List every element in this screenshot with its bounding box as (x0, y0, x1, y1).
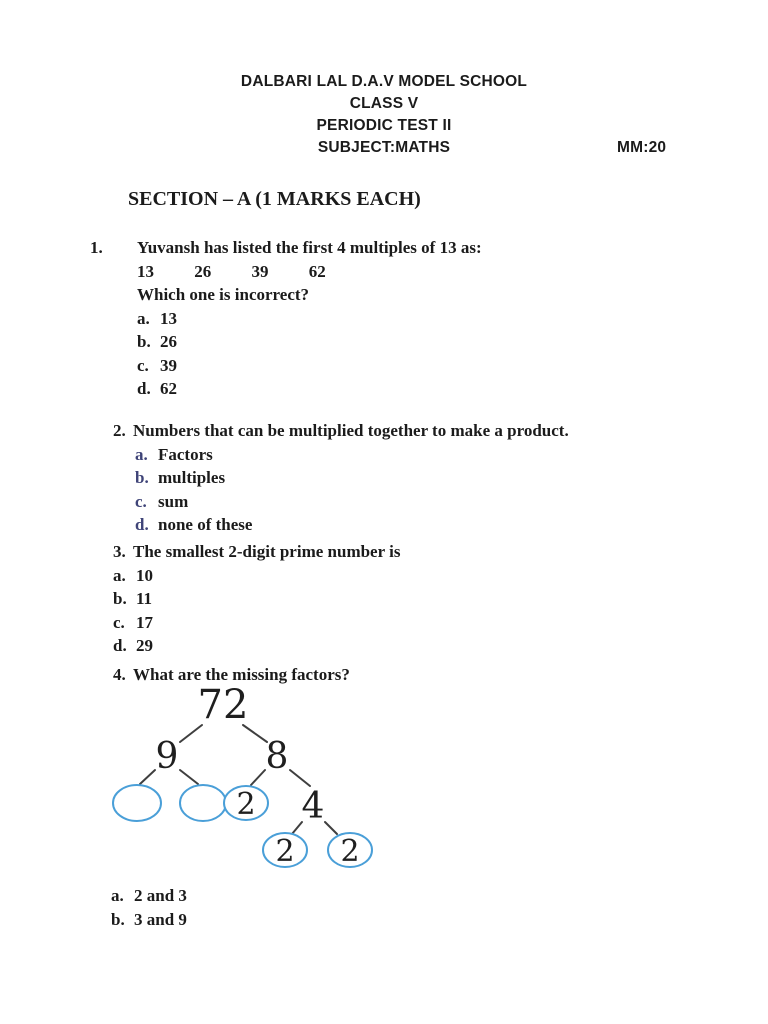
option-text: 39 (160, 355, 177, 375)
option-label: a. (137, 308, 150, 328)
subject-line: SUBJECT:MATHS (317, 139, 451, 156)
question-1-text: Yuvansh has listed the first 4 multiples of 13 as: (137, 238, 482, 257)
question-2-text: Numbers that can be multiplied together to make a product. (133, 421, 569, 440)
option-text: 10 (136, 565, 153, 585)
option-text: none of these (158, 515, 253, 534)
tree-node-four: 4 (301, 786, 325, 827)
question-1-option-c (137, 354, 482, 378)
option-label: b. (113, 589, 127, 608)
option-label: d. (135, 515, 149, 534)
option-label: b. (137, 332, 151, 351)
question-2-text-row (113, 419, 569, 443)
question-3-option-a (113, 564, 400, 588)
factor-tree-diagram (100, 686, 390, 881)
option-text: sum (158, 491, 189, 511)
school-name: DALBARI LAL D.A.V MODEL SCHOOL (240, 73, 528, 90)
option-text: 17 (136, 612, 153, 632)
tree-branch-line (290, 770, 310, 786)
option-text: 11 (136, 589, 153, 608)
question-3-number: 3. (113, 542, 126, 561)
subject-row (0, 137, 768, 159)
tree-blank-circle (113, 785, 161, 821)
question-2-option-a (135, 443, 569, 467)
option-text: 62 (160, 379, 177, 398)
option-text: 13 (160, 308, 177, 328)
option-label: a. (111, 886, 124, 905)
question-1-number: 1. (90, 238, 103, 257)
tree-branch-line (251, 770, 265, 785)
max-marks: MM:20 (617, 139, 667, 156)
question-1-option-a (137, 307, 482, 331)
question-3-option-d (113, 634, 400, 658)
question-2-number: 2. (113, 421, 126, 440)
tree-branch-line (325, 822, 337, 834)
question-4-options (111, 884, 187, 931)
option-label: c. (135, 491, 147, 511)
question-4-text-row (113, 663, 350, 687)
question-4-option-a (111, 884, 187, 908)
option-label: d. (137, 379, 151, 398)
section-heading: SECTION – A (1 MARKS EACH) (128, 188, 421, 210)
question-1-option-d (137, 377, 482, 401)
tree-node-circled-two: 2 (275, 834, 295, 869)
sequence-value: 26 (194, 261, 212, 281)
question-1-followup: Which one is incorrect? (137, 285, 310, 304)
question-3 (113, 540, 400, 658)
sequence-value: 62 (308, 261, 326, 281)
question-2 (113, 419, 569, 537)
question-1-sequence (137, 260, 482, 284)
question-4-number: 4. (113, 665, 126, 684)
option-label: a. (135, 444, 148, 464)
question-1-text-row (90, 236, 482, 260)
question-3-text-row (113, 540, 400, 564)
option-text: 2 and 3 (134, 886, 187, 905)
tree-branch-line (180, 770, 198, 784)
tree-blank-circle (180, 785, 226, 821)
tree-node-root: 72 (197, 686, 249, 728)
option-text: 26 (160, 332, 177, 351)
sequence-value: 13 (137, 261, 154, 281)
question-1-option-b (137, 330, 482, 354)
tree-node-circled-two: 2 (236, 787, 256, 822)
option-text: 29 (136, 636, 153, 655)
question-3-option-b (113, 587, 400, 611)
question-4-option-b (111, 908, 187, 932)
question-4 (113, 663, 350, 687)
paper-header (0, 71, 768, 159)
option-label: b. (135, 468, 149, 487)
sequence-value: 39 (251, 261, 269, 281)
question-1 (90, 236, 482, 401)
option-text: 3 and 9 (134, 909, 187, 929)
option-label: c. (113, 612, 125, 632)
class-line: CLASS V (349, 95, 419, 112)
tree-node-circled-two: 2 (340, 834, 360, 869)
question-3-text: The smallest 2-digit prime number is (133, 542, 401, 561)
option-text: multiples (158, 468, 226, 487)
option-label: d. (113, 636, 127, 655)
option-text: Factors (158, 444, 213, 464)
question-4-text: What are the missing factors? (133, 665, 350, 684)
question-2-option-b (135, 466, 569, 490)
question-2-option-d (135, 513, 569, 537)
tree-branch-line (292, 822, 302, 834)
question-3-option-c (113, 611, 400, 635)
tree-node-left: 9 (155, 736, 179, 777)
option-label: a. (113, 565, 126, 585)
question-2-option-c (135, 490, 569, 514)
tree-branch-line (140, 770, 155, 784)
option-label: c. (137, 355, 149, 375)
tree-node-right: 8 (265, 736, 289, 777)
test-line: PERIODIC TEST II (316, 117, 452, 134)
option-label: b. (111, 909, 125, 929)
